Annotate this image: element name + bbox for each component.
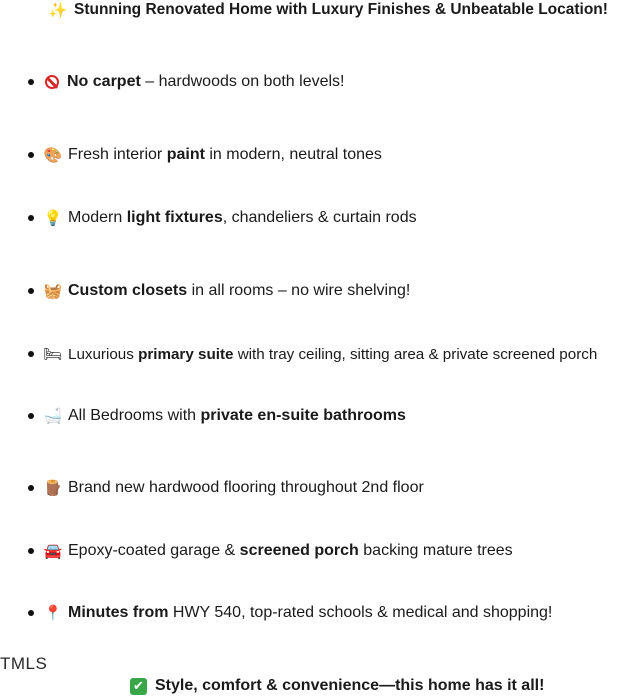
list-item <box>28 477 424 499</box>
sparkles-icon: ✨ <box>48 1 68 19</box>
feature-text: Brand new hardwood flooring throughout 2nd floor <box>68 479 424 496</box>
bullet-dot <box>28 215 34 221</box>
lightbulb-icon: 💡 <box>43 209 63 227</box>
bullet-dot <box>28 485 34 491</box>
feature-bold-text: Minutes from <box>68 604 169 621</box>
feature-bold-text: private en-suite bathrooms <box>200 407 406 424</box>
feature-text: in all rooms – no wire shelving! <box>187 282 411 299</box>
watermark: TMLS <box>0 654 48 673</box>
list-item <box>28 144 382 166</box>
bullet-dot <box>28 288 34 294</box>
feature-text: Epoxy-coated garage & <box>68 542 240 559</box>
list-item <box>28 71 344 93</box>
feature-text: Fresh interior <box>68 146 167 163</box>
no-entry-icon <box>45 75 59 89</box>
feature-text: HWY 540, top-rated schools & medical and shopping! <box>168 604 553 621</box>
bullet-dot <box>28 413 34 419</box>
bullet-dot <box>28 548 34 554</box>
feature-text: Modern <box>68 209 127 226</box>
feature-bold-text: paint <box>166 146 205 163</box>
wood-icon: 🪵 <box>43 479 63 497</box>
feature-text: , chandeliers & curtain rods <box>222 209 417 226</box>
footer-text: Style, comfort & convenience—this home has it all! <box>155 677 545 694</box>
bullet-dot <box>28 79 34 85</box>
feature-text: in modern, neutral tones <box>204 146 382 163</box>
feature-text: Luxurious <box>68 345 139 363</box>
feature-bold-text: Custom closets <box>68 282 188 299</box>
bullet-dot <box>28 610 34 616</box>
list-item <box>28 207 417 229</box>
car-icon: 🚘 <box>43 542 63 560</box>
feature-bold-text: primary suite <box>138 345 234 363</box>
palette-icon: 🎨 <box>43 146 63 164</box>
footer-tagline <box>130 676 544 696</box>
basket-icon: 🧺 <box>43 282 63 300</box>
bullet-dot <box>28 152 34 158</box>
list-item <box>28 540 513 562</box>
feature-text: with tray ceiling, sitting area & private screened porch <box>233 345 598 363</box>
page-title <box>48 0 608 20</box>
list-item <box>28 280 410 302</box>
feature-text: backing mature trees <box>358 542 513 559</box>
check-mark-icon: ✔ <box>130 678 147 695</box>
feature-bold-text: No carpet <box>67 73 141 90</box>
list-item <box>28 602 552 624</box>
pushpin-icon: 📍 <box>43 604 63 622</box>
title-text: Stunning Renovated Home with Luxury Finishes & Unbeatable Location! <box>74 1 608 18</box>
feature-text: – hardwoods on both levels! <box>140 73 345 90</box>
feature-bold-text: light fixtures <box>126 209 223 226</box>
bed-icon: 🛏 <box>43 345 63 363</box>
feature-text: All Bedrooms with <box>68 407 201 424</box>
list-item <box>28 405 406 427</box>
feature-bold-text: screened porch <box>239 542 359 559</box>
list-item <box>28 343 597 365</box>
bullet-dot <box>28 351 34 357</box>
bathtub-icon: 🛁 <box>43 407 63 425</box>
